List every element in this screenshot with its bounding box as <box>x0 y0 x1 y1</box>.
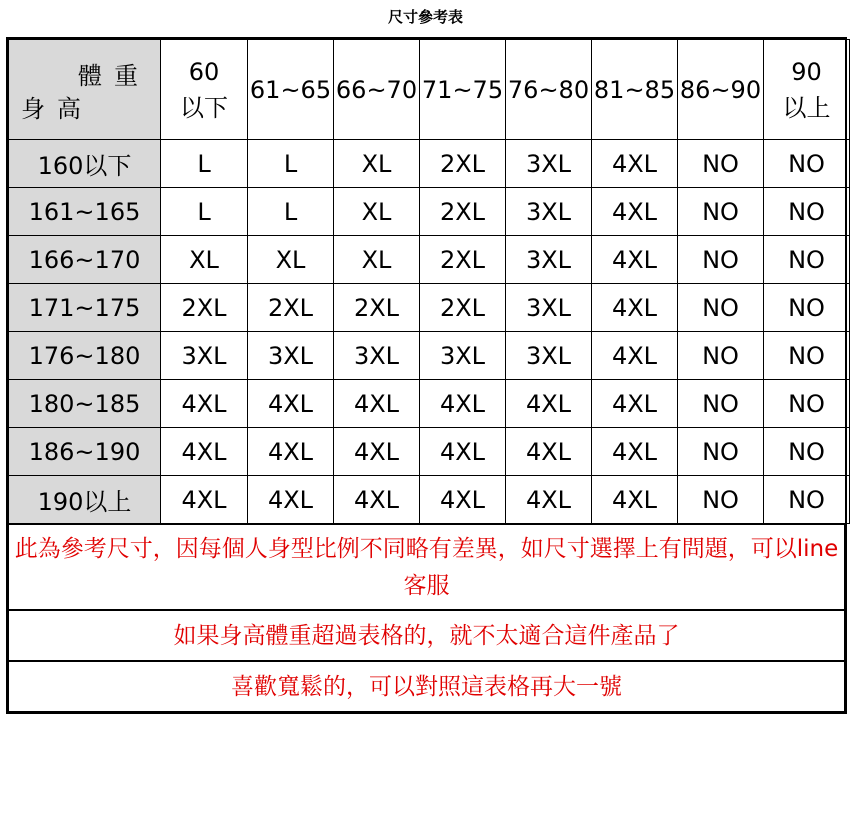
table-row <box>9 236 850 284</box>
size-cell: 3XL <box>506 284 592 332</box>
size-cell: 2XL <box>334 284 420 332</box>
corner-cell <box>9 40 161 140</box>
size-cell: 4XL <box>592 140 678 188</box>
header-row <box>9 40 850 140</box>
size-cell: NO <box>764 380 850 428</box>
size-cell: 4XL <box>506 380 592 428</box>
height-cell: 176~180 <box>9 332 161 380</box>
size-cell: NO <box>678 284 764 332</box>
size-cell: XL <box>334 236 420 284</box>
size-cell: 4XL <box>506 476 592 524</box>
size-cell: 2XL <box>161 284 248 332</box>
size-cell: NO <box>678 332 764 380</box>
size-cell: NO <box>764 476 850 524</box>
size-cell: XL <box>161 236 248 284</box>
size-cell: NO <box>764 332 850 380</box>
size-cell: 2XL <box>420 140 506 188</box>
size-table <box>8 39 850 524</box>
weight-header-cell: 81~85 <box>592 40 678 140</box>
size-cell: 4XL <box>592 380 678 428</box>
size-cell: 4XL <box>420 476 506 524</box>
table-row <box>9 188 850 236</box>
note-reference-sizes: 此為參考尺寸，因每個人身型比例不同略有差異，如尺寸選擇上有問題，可以line客服 <box>8 524 845 610</box>
size-cell: L <box>248 188 334 236</box>
size-cell: L <box>161 140 248 188</box>
size-cell: NO <box>764 428 850 476</box>
table-row <box>9 476 850 524</box>
height-cell: 180~185 <box>9 380 161 428</box>
note-loose-fit: 喜歡寬鬆的，可以對照這表格再大一號 <box>8 661 845 712</box>
size-cell: 4XL <box>592 332 678 380</box>
size-cell: NO <box>678 236 764 284</box>
size-cell: 4XL <box>248 428 334 476</box>
size-cell: XL <box>334 188 420 236</box>
size-cell: 4XL <box>592 284 678 332</box>
size-cell: 4XL <box>334 428 420 476</box>
size-cell: 4XL <box>248 380 334 428</box>
size-chart <box>6 37 847 714</box>
size-cell: 2XL <box>420 284 506 332</box>
weight-header-cell: 66~70 <box>334 40 420 140</box>
size-cell: L <box>248 140 334 188</box>
size-cell: 4XL <box>161 476 248 524</box>
size-cell: 4XL <box>592 428 678 476</box>
size-cell: 4XL <box>161 428 248 476</box>
height-cell: 160以下 <box>9 140 161 188</box>
height-cell: 186~190 <box>9 428 161 476</box>
size-cell: 3XL <box>248 332 334 380</box>
size-cell: 4XL <box>592 188 678 236</box>
table-row <box>9 284 850 332</box>
size-cell: NO <box>678 188 764 236</box>
size-cell: 4XL <box>592 476 678 524</box>
size-cell: 3XL <box>506 236 592 284</box>
size-cell: 4XL <box>248 476 334 524</box>
weight-header-cell: 61~65 <box>248 40 334 140</box>
weight-header-cell: 86~90 <box>678 40 764 140</box>
height-cell: 171~175 <box>9 284 161 332</box>
table-row <box>9 380 850 428</box>
table-row <box>9 428 850 476</box>
note-over-range: 如果身高體重超過表格的，就不太適合這件產品了 <box>8 610 845 661</box>
size-cell: 3XL <box>334 332 420 380</box>
weight-header-cell: 90 以上 <box>764 40 850 140</box>
table-row <box>9 140 850 188</box>
size-cell: XL <box>248 236 334 284</box>
size-cell: 2XL <box>420 236 506 284</box>
size-cell: NO <box>678 140 764 188</box>
size-cell: NO <box>764 140 850 188</box>
size-cell: 4XL <box>420 380 506 428</box>
weight-header-cell: 60 以下 <box>161 40 248 140</box>
weight-header-cell: 71~75 <box>420 40 506 140</box>
size-cell: 4XL <box>161 380 248 428</box>
size-cell: 4XL <box>334 476 420 524</box>
height-cell: 190以上 <box>9 476 161 524</box>
weight-header-cell: 76~80 <box>506 40 592 140</box>
size-cell: 4XL <box>420 428 506 476</box>
table-row <box>9 332 850 380</box>
size-cell: 2XL <box>248 284 334 332</box>
size-cell: NO <box>678 380 764 428</box>
height-axis-label: 身高 <box>21 95 93 123</box>
size-cell: L <box>161 188 248 236</box>
size-table-body <box>9 140 850 524</box>
weight-axis-label: 體重 <box>78 62 150 90</box>
size-cell: NO <box>764 236 850 284</box>
size-cell: 4XL <box>592 236 678 284</box>
size-cell: 4XL <box>506 428 592 476</box>
size-cell: 3XL <box>506 332 592 380</box>
size-cell: 3XL <box>506 140 592 188</box>
size-cell: 4XL <box>334 380 420 428</box>
size-cell: NO <box>678 476 764 524</box>
height-cell: 166~170 <box>9 236 161 284</box>
size-cell: NO <box>764 284 850 332</box>
page-title: 尺寸參考表 <box>387 8 463 26</box>
size-cell: 3XL <box>506 188 592 236</box>
size-cell: 3XL <box>420 332 506 380</box>
size-cell: XL <box>334 140 420 188</box>
size-cell: 2XL <box>420 188 506 236</box>
size-cell: 3XL <box>161 332 248 380</box>
height-cell: 161~165 <box>9 188 161 236</box>
size-cell: NO <box>678 428 764 476</box>
size-cell: NO <box>764 188 850 236</box>
